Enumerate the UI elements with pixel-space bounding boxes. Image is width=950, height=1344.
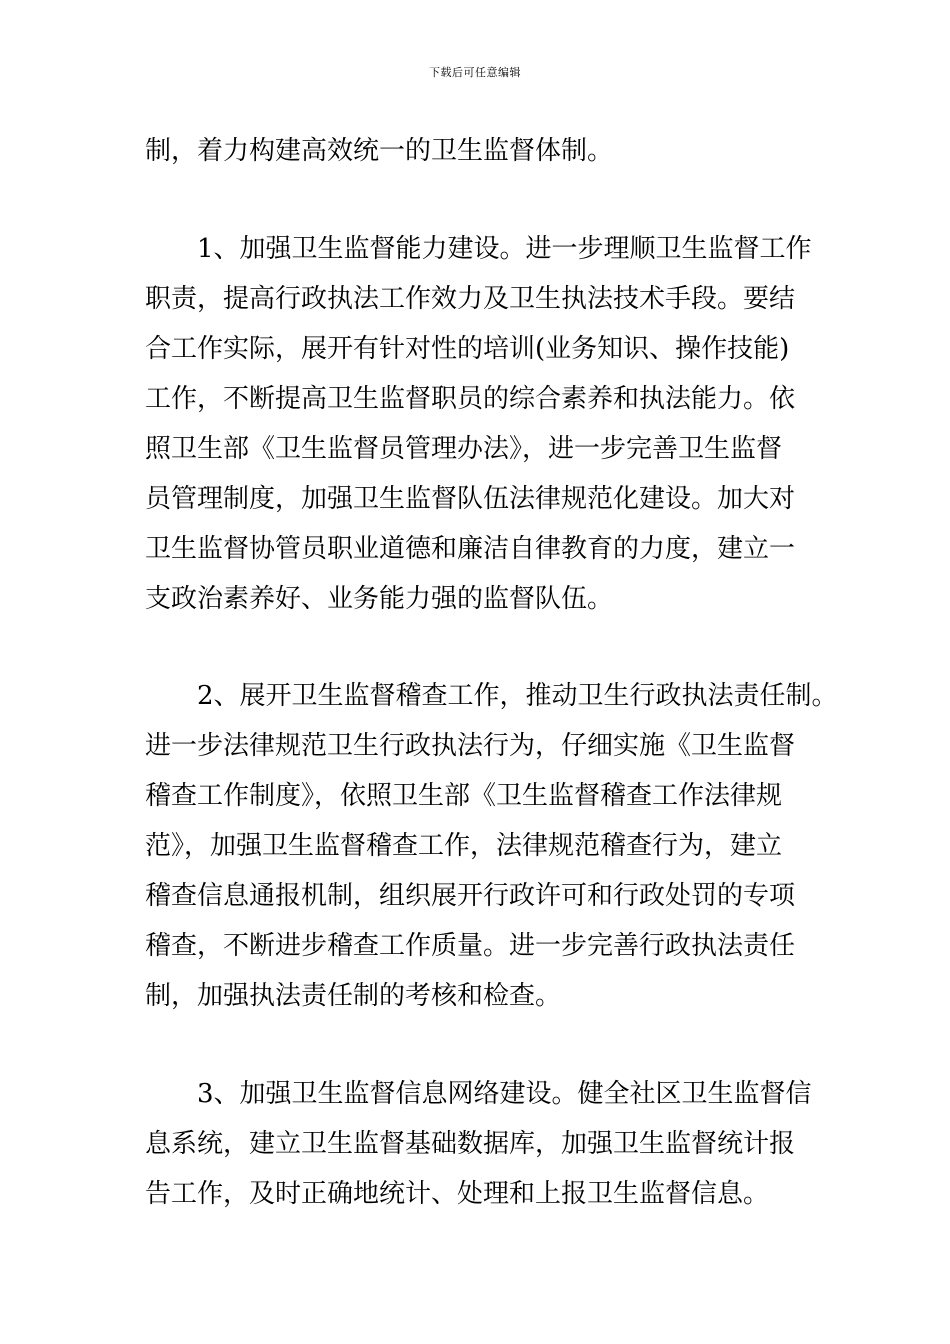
- text-line: 制，着力构建高效统一的卫生监督体制。: [145, 136, 614, 166]
- text-line: 告工作，及时正确地统计、处理和上报卫生监督信息。: [145, 1179, 770, 1209]
- text-line: 支政治素养好、业务能力强的监督队伍。: [145, 584, 614, 614]
- text-line: 稽查工作制度》，依照卫生部《卫生监督稽查工作法律规: [145, 781, 783, 811]
- text-line: 员管理制度，加强卫生监督队伍法律规范化建设。加大对: [145, 484, 796, 514]
- text-line: 合工作实际，展开有针对性的培训(业务知识、操作技能): [145, 334, 790, 364]
- text-line: 范》，加强卫生监督稽查工作，法律规范稽查行为，建立: [145, 831, 783, 861]
- text-line: 稽查，不断进步稽查工作质量。进一步完善行政执法责任: [145, 931, 796, 961]
- text-line: 卫生监督协管员职业道德和廉洁自律教育的力度，建立一: [145, 534, 796, 564]
- text-line: 息系统，建立卫生监督基础数据库，加强卫生监督统计报: [145, 1129, 796, 1159]
- text-line: 2、展开卫生监督稽查工作，推动卫生行政执法责任制。: [197, 681, 838, 711]
- text-line: 稽查信息通报机制，组织展开行政许可和行政处罚的专项: [145, 881, 796, 911]
- text-line: 3、加强卫生监督信息网络建设。健全社区卫生监督信: [197, 1079, 812, 1109]
- text-line: 1、加强卫生监督能力建设。进一步理顺卫生监督工作: [197, 234, 812, 264]
- page-header: 下载后可任意编辑: [429, 66, 521, 79]
- text-line: 照卫生部《卫生监督员管理办法》，进一步完善卫生监督: [145, 434, 783, 464]
- text-line: 工作，不断提高卫生监督职员的综合素养和执法能力。依: [145, 384, 796, 414]
- text-line: 进一步法律规范卫生行政执法行为，仔细实施《卫生监督: [145, 731, 796, 761]
- text-line: 职责，提高行政执法工作效力及卫生执法技术手段。要结: [145, 284, 796, 314]
- text-line: 制，加强执法责任制的考核和检查。: [145, 981, 562, 1011]
